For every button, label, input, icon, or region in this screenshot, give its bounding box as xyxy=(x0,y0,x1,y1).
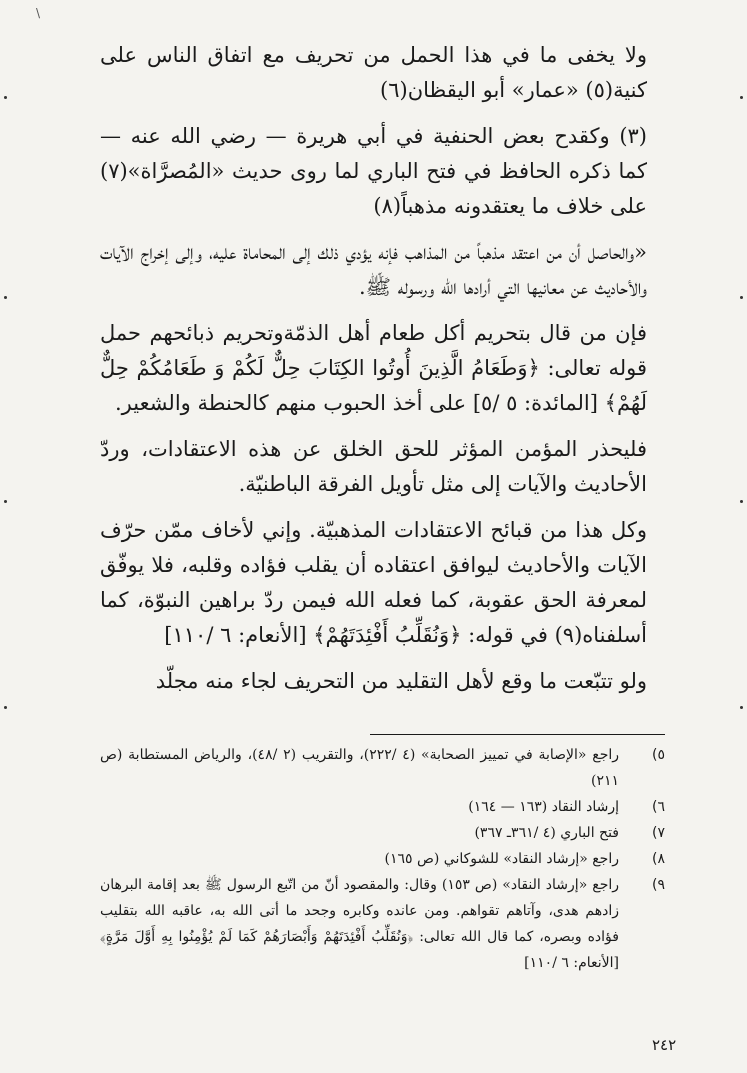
footnote-text: إرشاد النقاد (١٦٣ — ١٦٤) xyxy=(468,799,619,815)
footnote-number: ٨) xyxy=(652,851,665,867)
footnote-item xyxy=(100,742,665,794)
footnote-item xyxy=(100,794,665,820)
paragraph: ولا يخفى ما في هذا الحمل من تحريف مع اتفاق الناس على كنية(٥) «عمار» أبو اليقظان(٦) xyxy=(100,43,647,102)
main-text xyxy=(100,38,647,710)
paragraph: فإن من قال بتحريم أكل طعام أهل الذمّةوتحريم ذبائحهم حمل قوله تعالى: ﴿وَطَعَامُ الَّذِينَ أُوتُوا الكِتَابَ حِلٌّ لَكُمْ وَ طَعَامُكُمْ حِلٌّ لَهُمْ﴾ [المائدة: ٥ /٥] على أخذ الحبوب منهم كالحنطة والشعير. xyxy=(100,321,647,415)
paragraph: فليحذر المؤمن المؤثر للحق الخلق عن هذه الاعتقادات، وردّ الأحاديث والآيات إلى مثل تأويل الفرقة الباطنيّة. xyxy=(100,437,647,496)
footnote-number: ٩) xyxy=(652,877,665,893)
footnotes xyxy=(100,742,665,976)
footnote-text: راجع «إرشاد النقاد» للشوكاني (ص ١٦٥) xyxy=(384,851,619,867)
footnote-text: راجع «إرشاد النقاد» (ص ١٥٣) وقال: والمقصود أنّ من اتّبع الرسول ﷺ بعد إقامة البرهان زادهم هدى، وآتاهم تقواهم. ومن عانده وكابره وجحد ما أتى الله به، عاقبه الله بتقليب فؤاده وبصره، كما قال الله تعالى: ﴿وَنُقَلِّبُ أَفْئِدَتَهُمْ وَأَبْصَارَهُمْ كَمَا لَمْ يُؤْمِنُوا بِهِ أَوَّلَ مَرَّةٍ﴾ [الأنعام: ٦ /١١٠] xyxy=(100,877,620,971)
footnote-number: ٧) xyxy=(652,825,665,841)
page-number: ٢٤٢ xyxy=(652,1036,677,1054)
corner-mark: \ xyxy=(36,6,41,20)
footnote-item xyxy=(100,872,665,976)
paragraph: وكل هذا من قبائح الاعتقادات المذهبيّة. وإني لأخاف ممّن حرّف الآيات والأحاديث ليوافق اعتقاده أن يقلب فؤاده وقلبه، فلا يوفّق لمعرفة الحق عقوبة، كما فعله الله فيمن ردّ براهين النبوّة، كما أسلفناه(٩) في قوله: ﴿وَنُقَلِّبُ أَفْئِدَتَهُمْ﴾ [الأنعام: ٦ /١١٠] xyxy=(100,518,647,647)
paragraph: (٣) وكقدح بعض الحنفية في أبي هريرة — رضي الله عنه — كما ذكره الحافظ في فتح الباري لما روى حديث «المُصرَّاة»(٧) على خلاف ما يعتقدونه مذهباً(٨) xyxy=(100,124,647,218)
margin-dot xyxy=(740,500,743,503)
paragraph: ولو تتبّعت ما وقع لأهل التقليد من التحريف لجاء منه مجلّد xyxy=(155,669,647,693)
margin-dot xyxy=(4,96,7,99)
margin-dot xyxy=(4,296,7,299)
footnote-number: ٥) xyxy=(652,747,665,763)
margin-dot xyxy=(740,296,743,299)
footnote-item xyxy=(100,846,665,872)
margin-dot xyxy=(4,706,7,709)
margin-dot xyxy=(4,500,7,503)
footnote-item xyxy=(100,820,665,846)
paragraph: «والحاصل أن من اعتقد مذهباً من المذاهب فإنه يؤدي ذلك إلى المحاماة عليه، وإلى إخراج الآيات والأحاديث عن معانيها التي أرادها الله ورسوله ﷺ. xyxy=(100,240,647,299)
footnote-number: ٦) xyxy=(652,799,665,815)
margin-dot xyxy=(740,96,743,99)
footnote-divider xyxy=(370,734,665,735)
margin-dot xyxy=(740,706,743,709)
footnote-text: فتح الباري (٤ /٣٦١ـ ٣٦٧) xyxy=(474,825,619,841)
footnote-text: راجع «الإصابة في تمييز الصحابة» (٤ /٢٢٢)، والتقريب (٢ /٤٨)، والرياض المستطابة (ص ٢١١) xyxy=(100,747,620,789)
